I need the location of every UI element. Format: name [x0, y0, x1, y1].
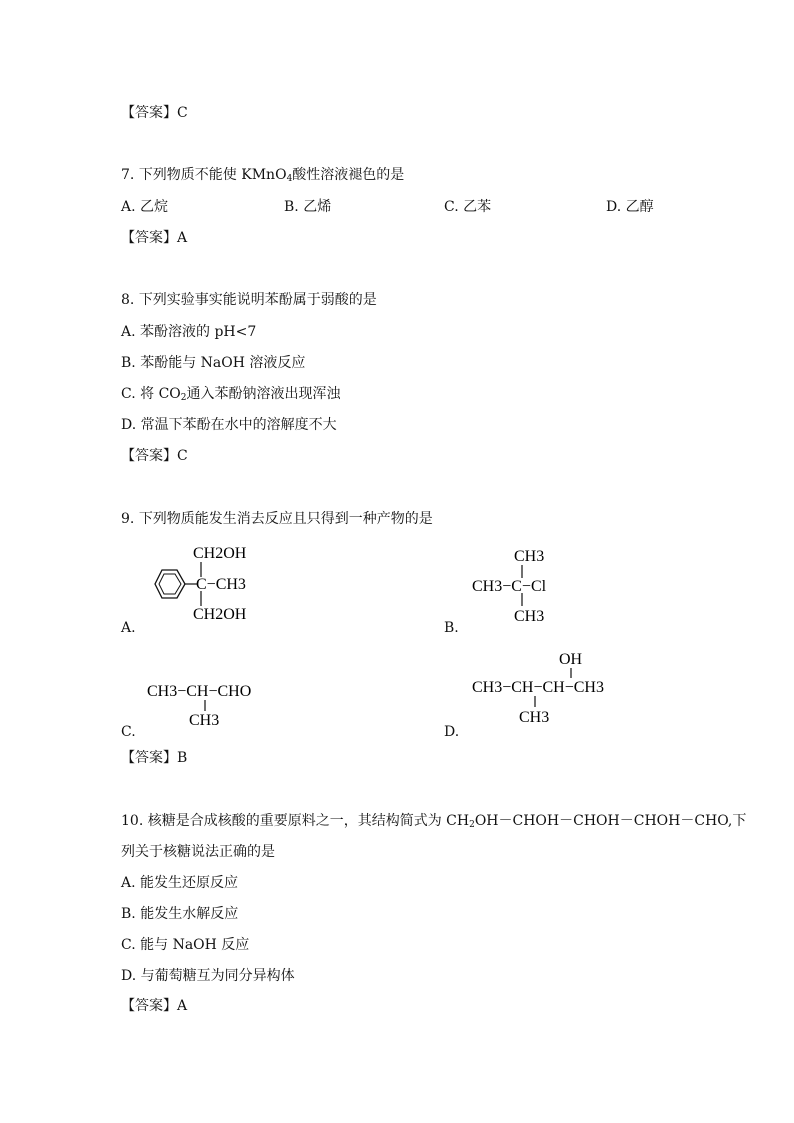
question-10-stem-line1: 10. 核糖是合成核酸的重要原料之一，其结构简式为 $CH_2OH-CHOH-CHOH-CHOH-CHO$,下: [121, 813, 747, 830]
answer-line-q10: 【答案】A: [121, 998, 188, 1014]
q7-option-a: A. 乙烷: [121, 199, 169, 215]
struct-b-top: CH3: [514, 548, 545, 565]
structure-c: [145, 680, 275, 730]
q9-label-d: D.: [444, 724, 460, 740]
structure-b: [470, 545, 580, 630]
q9-label-a: A.: [121, 620, 136, 636]
q9-label-c: C.: [121, 724, 136, 740]
struct-d-branch: CH3: [519, 709, 550, 726]
struct-c-branch: CH3: [189, 712, 220, 729]
structure-a: [140, 540, 270, 630]
q7-option-c: C. 乙苯: [444, 199, 492, 215]
question-7-stem: 7. 下列物质不能使 KMnO$_4$酸性溶液褪色的是: [121, 167, 405, 184]
q10-option-a: A. 能发生还原反应: [121, 875, 239, 891]
answer-word: 答案: [135, 105, 163, 121]
q8-option-a: A. 苯酚溶液的 pH<7: [121, 324, 257, 340]
q7-option-d: D. 乙醇: [606, 199, 654, 215]
q8-option-c: C. 将 $CO_2$通入苯酚钠溶液出现浑浊: [121, 386, 341, 403]
answer-line-q7: 【答案】A: [121, 230, 188, 246]
q10-option-c: C. 能与 NaOH 反应: [121, 937, 250, 953]
question-number: 7.: [121, 167, 135, 183]
struct-a-bottom: CH2OH: [193, 606, 247, 623]
answer-line-q8: 【答案】C: [121, 448, 188, 464]
q8-option-d: D. 常温下苯酚在水中的溶解度不大: [121, 417, 337, 433]
struct-a-top: CH2OH: [193, 545, 247, 562]
answer-line-q9: 【答案】B: [121, 750, 188, 766]
q9-label-b: B.: [444, 620, 459, 636]
question-8-stem: 8. 下列实验事实能说明苯酚属于弱酸的是: [121, 292, 377, 308]
answer-line-q6: 【答案】C: [121, 105, 188, 121]
struct-b-bottom: CH3: [514, 608, 545, 625]
struct-d-top: OH: [559, 651, 583, 668]
q8-option-b: B. 苯酚能与 NaOH 溶液反应: [121, 355, 306, 371]
structure-d: [470, 648, 640, 728]
struct-d-main: CH3−CH−CH−CH3: [472, 679, 604, 696]
q7-option-b: B. 乙烯: [284, 199, 332, 215]
question-9-stem: 9. 下列物质能发生消去反应且只得到一种产物的是: [121, 511, 433, 527]
struct-a-right: C−CH3: [196, 576, 246, 593]
answer-value: C: [177, 105, 188, 121]
struct-b-middle: CH3−C−Cl: [472, 578, 547, 595]
q10-option-d: D. 与葡萄糖互为同分异构体: [121, 968, 295, 984]
question-10-stem-line2: 列关于核糖说法正确的是: [121, 844, 275, 860]
q10-option-b: B. 能发生水解反应: [121, 906, 239, 922]
struct-c-main: CH3−CH−CHO: [147, 683, 252, 700]
